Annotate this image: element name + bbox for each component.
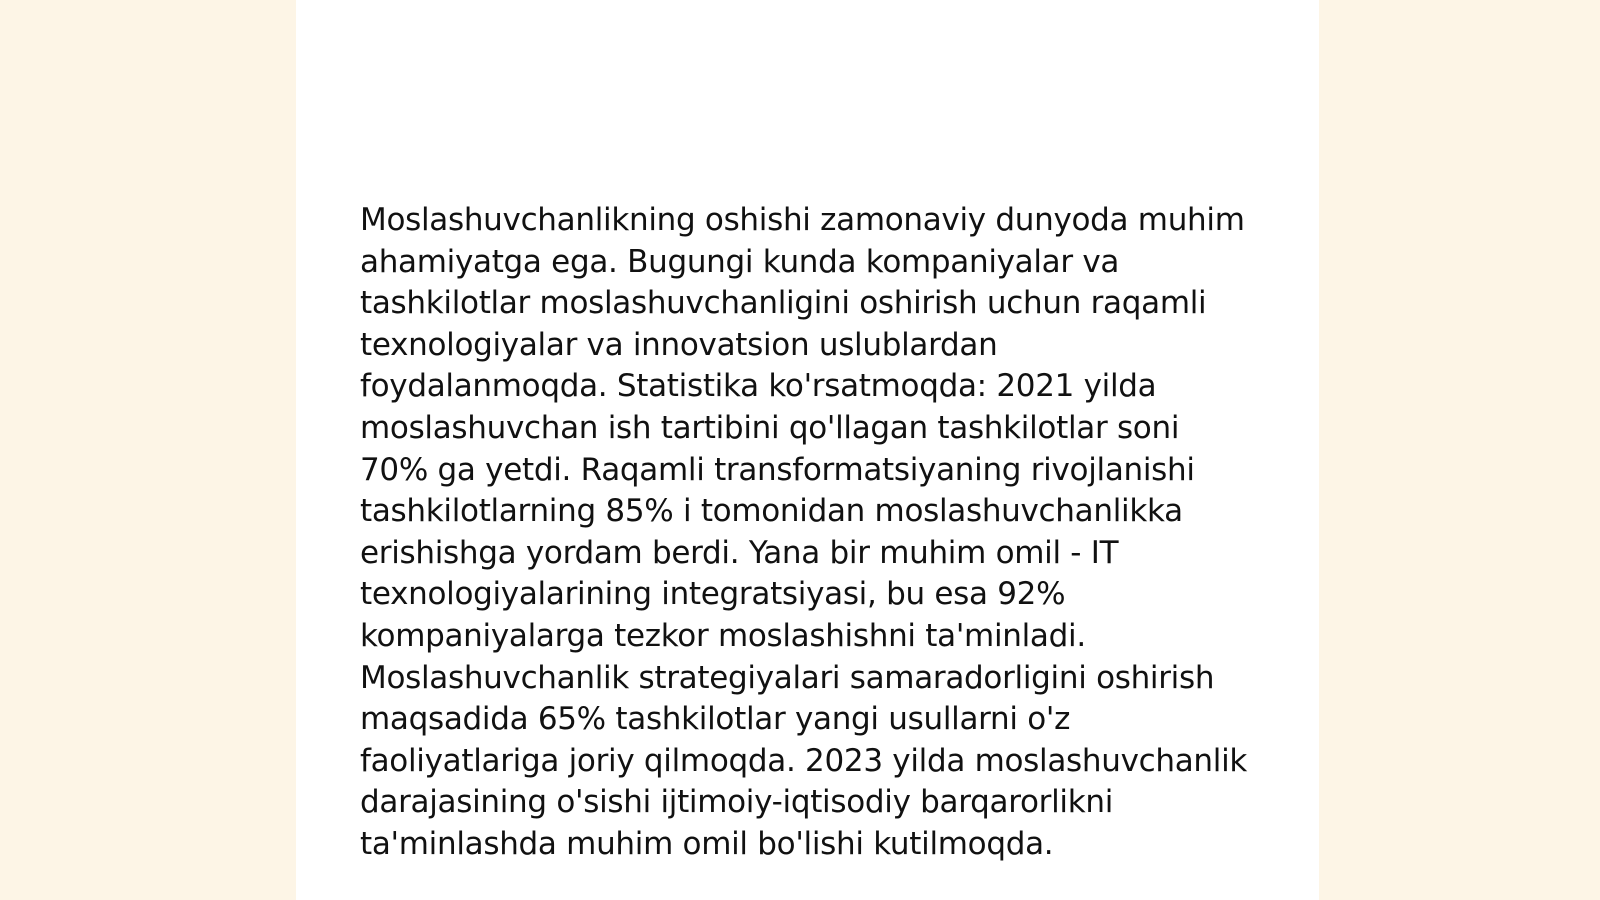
document-body-text: Moslashuvchanlikning oshishi zamonaviy dunyoda muhim ahamiyatga ega. Bugungi kunda kompaniyalar va tashkilotlar moslashuvchanligini oshirish uchun raqamli texnologiyalar va innovatsion uslublardan foydalanmoqda. Statistika ko'rsatmoqda: 2021 yilda moslashuvchan ish tartibini qo'llagan tashkilotlar soni 70% ga yetdi. Raqamli transformatsiyaning rivojlanishi tashkilotlarning 85% i tomonidan moslashuvchanlikka erishishga yordam berdi. Yana bir muhim omil - IT texnologiyalarining integratsiyasi, bu esa 92% kompaniyalarga tezkor moslashishni ta'minladi. Moslashuvchanlik strategiyalari samaradorligini oshirish maqsadida 65% tashkilotlar yangi usullarni o'z faoliyatlariga joriy qilmoqda. 2023 yilda moslashuvchanlik darajasining o'sishi ijtimoiy-iqtisodiy barqarorlikni ta'minlashda muhim omil bo'lishi kutilmoqda. <box>360 202 1248 862</box>
document-page <box>296 0 1319 900</box>
